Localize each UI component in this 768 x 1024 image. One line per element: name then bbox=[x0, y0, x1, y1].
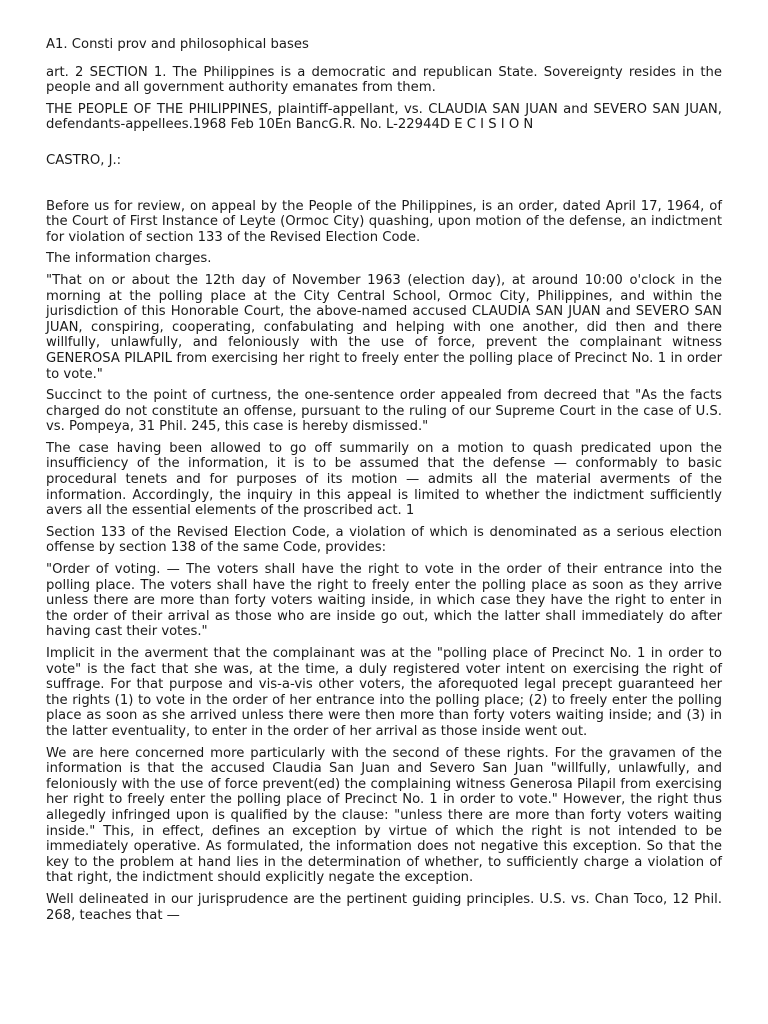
paragraph: Well delineated in our jurisprudence are the pertinent guiding principles. U.S. vs. Chan Toco, 12 Phil. 268, teaches that — bbox=[46, 891, 722, 923]
constitutional-provision: art. 2 SECTION 1. The Philippines is a democratic and republican State. Sovereignty resides in the people and all government authority emanates from them. bbox=[46, 64, 722, 96]
document-heading: A1. Consti prov and philosophical bases bbox=[46, 37, 309, 52]
paragraph: Section 133 of the Revised Election Code, a violation of which is denominated as a serious election offense by section 138 of the same Code, provides: bbox=[46, 524, 722, 556]
paragraph: "Order of voting. — The voters shall have the right to vote in the order of their entrance into the polling place. The voters shall have the right to freely enter the polling place as soon as they arrive unless there are more than forty voters waiting inside, in which case they have the right to enter in the order of their arrival as those who are inside go out, which the latter shall immediately do after having cast their votes." bbox=[46, 562, 722, 640]
paragraph: Implicit in the averment that the complainant was at the "polling place of Precinct No. 1 in order to vote" is the fact that she was, at the time, a duly registered voter intent on exercising the right of suffrage. For that purpose and vis-a-vis other voters, the aforequoted legal precept guaranteed her the rights (1) to vote in the order of her entrance into the polling place; (2) to freely enter the polling place as soon as she arrived unless there were then more than forty voters waiting inside; and (3) in the latter eventuality, to enter in the order of her arrival as those inside went out. bbox=[46, 646, 722, 739]
paragraph: Before us for review, on appeal by the People of the Philippines, is an order, dated April 17, 1964, of the Court of First Instance of Leyte (Ormoc City) quashing, upon motion of the defense, an indictment for violation of section 133 of the Revised Election Code. bbox=[46, 198, 722, 245]
paragraph: Succinct to the point of curtness, the one-sentence order appealed from decreed that "As the facts charged do not constitute an offense, pursuant to the ruling of our Supreme Court in the case of U.S. vs. Pompeya, 31 Phil. 245, this case is hereby dismissed." bbox=[46, 388, 722, 435]
paragraph: The case having been allowed to go off summarily on a motion to quash predicated upon the insufficiency of the information, it is to be assumed that the defense — conformably to basic procedural tenets and for purposes of its motion — admits all the material averments of the information. Accordingly, the inquiry in this appeal is limited to whether the indictment sufficiently avers all the essential elements of the proscribed act. 1 bbox=[46, 440, 722, 519]
paragraph: "That on or about the 12th day of November 1963 (election day), at around 10:00 o'clock in the morning at the polling place at the City Central School, Ormoc City, Philippines, and within the jurisdiction of this Honorable Court, the above-named accused CLAUDIA SAN JUAN and SEVERO SAN JUAN, conspiring, cooperating, confabulating and helping with one another, did then and there willfully, unlawfully, and feloniously with the use of force, prevent the complainant witness GENEROSA PILAPIL from exercising her right to freely enter the polling place of Precinct No. 1 in order to vote." bbox=[46, 272, 722, 382]
paragraph: The information charges. bbox=[46, 251, 212, 267]
ponente: CASTRO, J.: bbox=[46, 152, 122, 168]
case-title: THE PEOPLE OF THE PHILIPPINES, plaintiff-appellant, vs. CLAUDIA SAN JUAN and SEVERO SAN JUAN, defendants-appellees.1968 Feb 10En BancG.R. No. L-22944D E C I S I O N bbox=[46, 101, 722, 133]
paragraph: We are here concerned more particularly with the second of these rights. For the gravamen of the information is that the accused Claudia San Juan and Severo San Juan "willfully, unlawfully, and feloniously with the use of force prevent(ed) the complaining witness Generosa Pilapil from exercising her right to freely enter the polling place of Precinct No. 1 in order to vote." However, the right thus allegedly infringed upon is qualified by the clause: "unless there are more than forty voters waiting inside." This, in effect, defines an exception by virtue of which the right is not intended to be immediately operative. As formulated, the information does not negative this exception. So that the key to the problem at hand lies in the determination of whether, to sufficiently charge a violation of that right, the indictment should explicitly negate the exception. bbox=[46, 745, 722, 886]
